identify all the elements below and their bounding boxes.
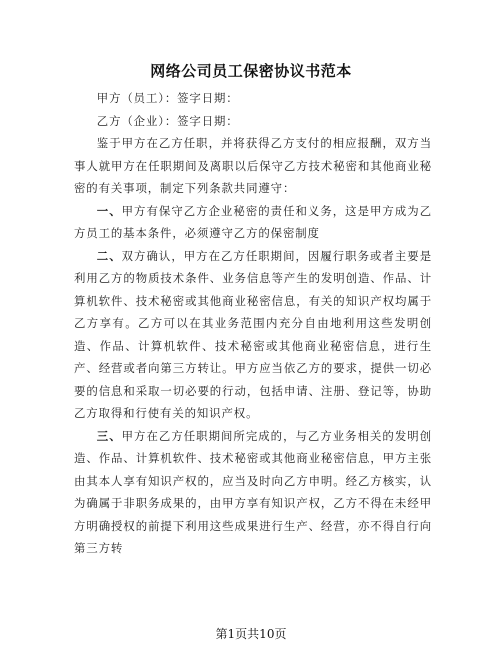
document-title: 网络公司员工保密协议书范本 — [150, 62, 352, 80]
clause-3-text: 甲方在乙方任职期间所完成的，与乙方业务相关的发明创造、作品、计算机软件、技术秘密或其他商业秘密信息，甲方主张由其本人享有知识产权的，应当及时向乙方申明。经乙方核实，认为确属于非职务成果的，由甲方享有知识产权，乙方不得在未经甲方明确授权的前提下利用这些成果进行生产、经营，亦不得自行向第三方转 — [74, 428, 432, 555]
document-body — [74, 87, 432, 560]
clause-2-text: 双方确认，甲方在乙方任职期间，因履行职务或者主要是利用乙方的物质技术条件、业务信息等产生的发明创造、作品、计算机软件、技术秘密或其他商业秘密信息，有关的知识产权均属于乙方享有。乙方可以在其业务范围内充分自由地利用这些发明创造、作品、计算机软件、技术秘密或其他商业秘密信息，进行生产、经营或者向第三方转让。甲方应当依乙方的要求，提供一切必要的信息和采取一切必要的行动，包括申请、注册、登记等，协助乙方取得和行使有关的知识产权。 — [74, 248, 432, 420]
intro-paragraph: 鉴于甲方在乙方任职，并将获得乙方支付的相应报酬，双方当事人就甲方在任职期间及离职以后保守乙方技术秘密和其他商业秘密的有关事项，制定下列条款共同遵守： — [74, 136, 432, 195]
party-b-line: 乙方（企业）：签字日期： — [96, 113, 239, 128]
clause-3-number: 三、 — [96, 428, 122, 443]
clause-1-text: 甲方有保守乙方企业秘密的责任和义务，这是甲方成为乙方员工的基本条件，必须遵守乙方的保密制度 — [74, 203, 432, 240]
clause-1-number: 一、 — [96, 203, 122, 218]
clause-3 — [74, 425, 432, 560]
clause-2 — [74, 245, 432, 425]
clause-2-number: 二、 — [96, 248, 122, 263]
page-number: 第1页共10页 — [215, 627, 287, 641]
clause-1 — [74, 200, 432, 245]
party-a-line: 甲方（员工）：签字日期： — [96, 91, 239, 105]
